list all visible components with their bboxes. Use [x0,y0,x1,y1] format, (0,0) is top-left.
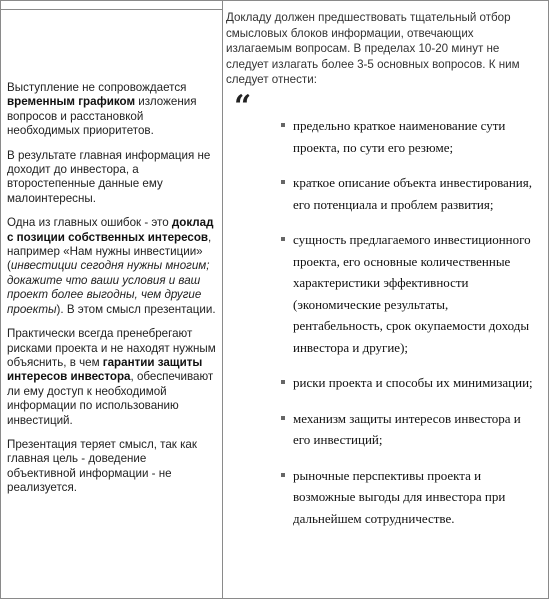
bold-text: доклад с позиции собственных интересов [7,216,214,244]
list-item-text: риски проекта и способы их минимизации; [293,375,533,390]
paragraph-risks [7,327,217,428]
text: , например «Нам нужны инвестиции» ( [7,230,212,273]
list-item-text: механизм защиты интересов инвестора и его инвестиций; [293,410,521,447]
paragraph-conclusion: Презентация теряет смысл, так как главная цель - доведение объективной информации - не реализуется. [7,437,197,495]
list-item [281,229,541,358]
list-item [281,465,541,530]
paragraph-mistake [7,216,217,317]
text: изложения вопросов и расстановкой необходимых приоритетов. [7,95,197,138]
right-column [223,1,548,598]
intro-text: Докладу должен предшествовать тщательный отбор смысловых блоков информации, отвечающих излагаемым вопросам. В пределах 10-20 минут не следует излагать более 3-5 основных вопросов. К ним следует отнести: [226,11,520,87]
bold-text: временным графиком [7,95,136,109]
list-item [281,408,541,451]
bullet-icon [281,180,285,184]
bullet-icon [281,237,285,241]
text: , обеспечивают ли ему доступ к необходимой информации по использованию инвестиций. [7,370,214,427]
left-text-block [7,81,217,506]
bullet-list [281,115,541,543]
italic-text: инвестиции сегодня нужны многим; докажите что ваши условия и ваш проект более выгодны, чем другие проекты [7,259,210,316]
paragraph-result: В результате главная информация не доходит до инвестора, а второстепенные данные ему малоинтересны. [7,148,211,205]
top-divider [1,9,222,10]
text: Практически всегда пренебрегают рисками проекта и не находят нужным объяснить, в чем [7,327,216,369]
list-item [281,372,541,394]
list-item-text: предельно краткое наименование сути проекта, по сути его резюме; [293,118,506,155]
list-item-text: сущность предлагаемого инвестиционного проекта, его основные количественные характеристики эффективности (экономические результаты, рентабельность, срок окупаемости доходы инвестора и другие); [293,232,531,355]
list-item [281,172,541,215]
quote-icon: “ [234,89,252,124]
text: Выступление не сопровождается [7,81,187,94]
list-item-text: рыночные перспективы проекта и возможные выгоды для инвестора при дальнейшем сотрудничестве. [293,467,506,526]
bold-text: гарантии защиты интересов инвестора [7,355,203,384]
bullet-icon [281,123,285,127]
list-item-text: краткое описание объекта инвестирования, его потенциала и проблем развития; [293,175,532,212]
bullet-icon [281,473,285,477]
paragraph-schedule [7,81,217,139]
bullet-icon [281,380,285,384]
bullet-icon [281,416,285,420]
left-column [1,1,223,598]
list-item [281,115,541,158]
text: Одна из главных ошибок - это [7,216,172,230]
text: ). В этом смысл презентации. [56,302,216,316]
